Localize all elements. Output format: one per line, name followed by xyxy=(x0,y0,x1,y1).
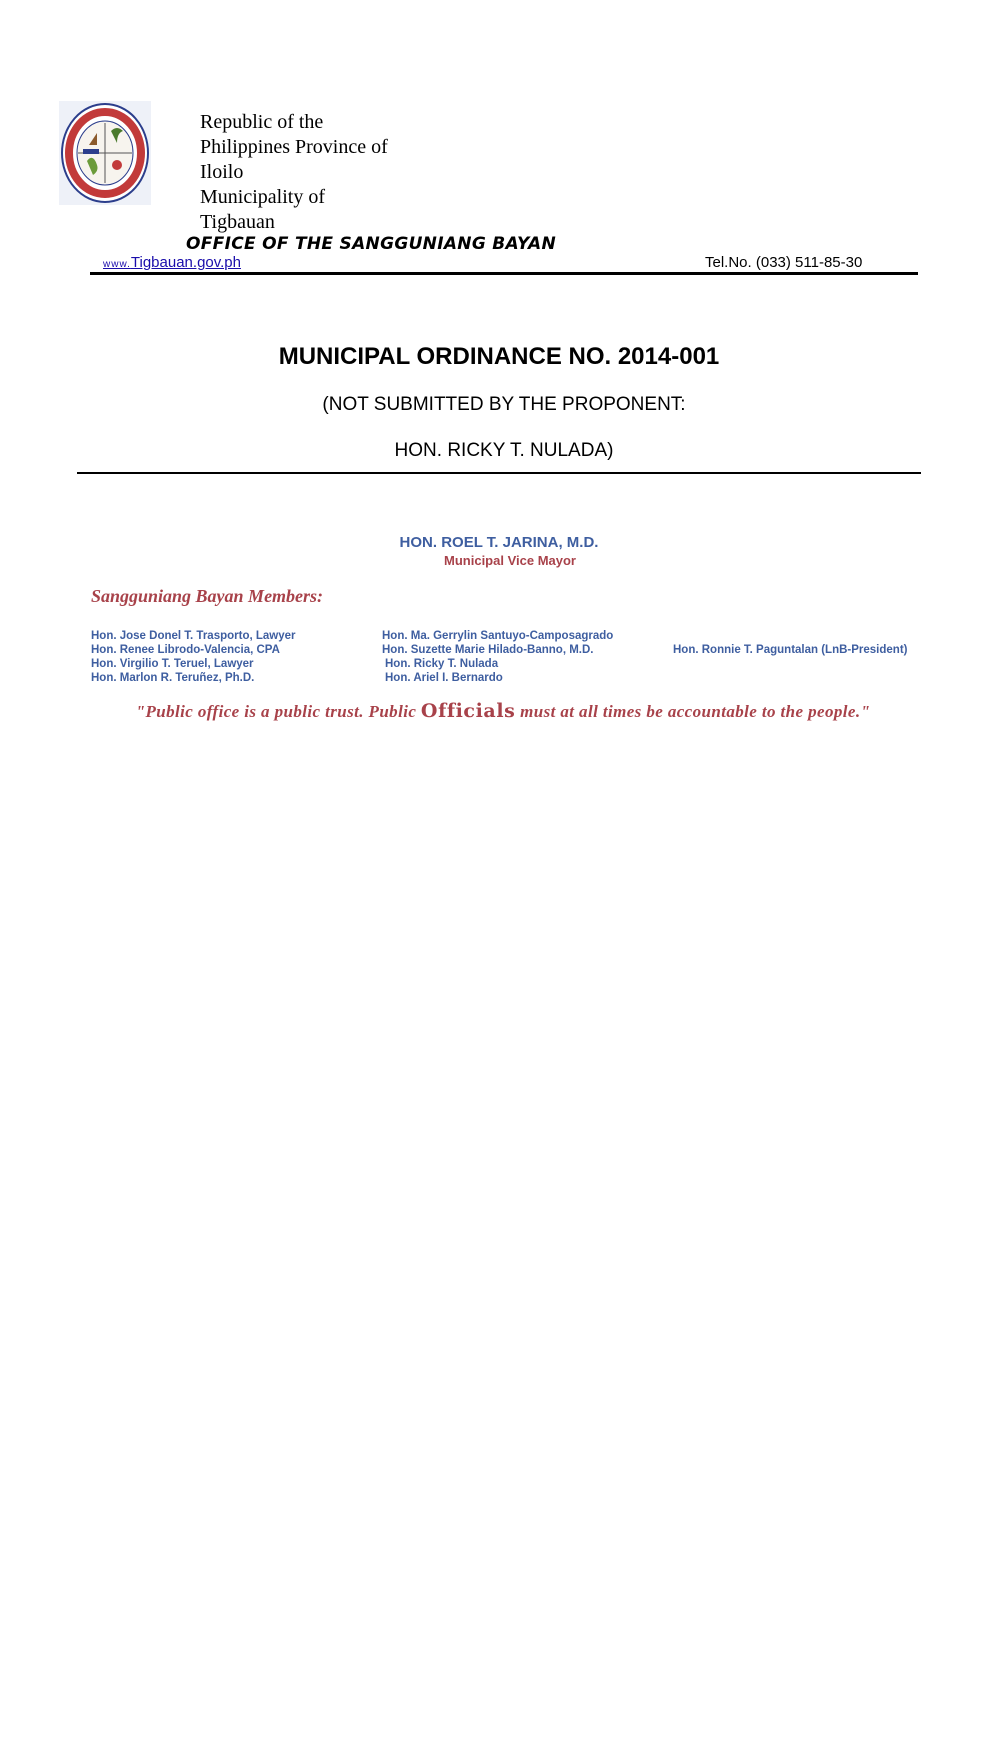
member-name: Hon. Jose Donel T. Trasporto, Lawyer xyxy=(91,630,296,642)
member-name: Hon. Ma. Gerrylin Santuyo-Camposagrado xyxy=(382,630,614,642)
member-name: Hon. Marlon R. Teruñez, Ph.D. xyxy=(91,672,255,684)
quote-part-2: must at all times be accountable to the people." xyxy=(515,702,871,721)
header-line: Iloilo xyxy=(200,161,244,183)
member-name: Hon. Suzette Marie Hilado-Banno, M.D. xyxy=(382,644,594,656)
motto-quote xyxy=(0,700,998,722)
vice-mayor-name: HON. ROEL T. JARINA, M.D. xyxy=(399,534,599,551)
member-name: Hon. Ariel I. Bernardo xyxy=(385,672,503,684)
vice-mayor-title: Municipal Vice Mayor xyxy=(444,553,576,568)
header-divider xyxy=(90,272,918,275)
header-line: Municipality of xyxy=(200,186,325,208)
website-domain: Tigbauan.gov.ph xyxy=(130,254,241,271)
website-prefix: www. xyxy=(103,259,131,270)
member-name: Hon. Renee Librodo-Valencia, CPA xyxy=(91,644,280,656)
ordinance-subtitle-1: (NOT SUBMITTED BY THE PROPONENT: xyxy=(322,394,686,415)
header-line: Tigbauan xyxy=(200,211,275,233)
telephone-number: Tel.No. (033) 511-85-30 xyxy=(705,254,863,271)
quote-part-1: "Public office is a public trust. Public xyxy=(135,702,421,721)
ordinance-title: MUNICIPAL ORDINANCE NO. 2014-001 xyxy=(278,343,720,370)
member-name: Hon. Virgilio T. Teruel, Lawyer xyxy=(91,658,254,670)
header-line: Republic of the xyxy=(200,111,324,133)
member-name: Hon. Ricky T. Nulada xyxy=(385,658,499,670)
municipal-seal xyxy=(59,101,151,205)
quote-emphasis: Officials xyxy=(420,700,516,722)
header-line: Philippines Province of xyxy=(200,136,388,158)
ordinance-subtitle-2: HON. RICKY T. NULADA) xyxy=(394,440,614,461)
website-link[interactable] xyxy=(103,254,241,271)
title-divider xyxy=(77,472,921,474)
members-heading: Sangguniang Bayan Members: xyxy=(91,586,324,606)
office-title: OFFICE OF THE SANGGUNIANG BAYAN xyxy=(186,234,557,254)
member-name: Hon. Ronnie T. Paguntalan (LnB-President) xyxy=(673,644,908,656)
header-address xyxy=(200,110,388,235)
